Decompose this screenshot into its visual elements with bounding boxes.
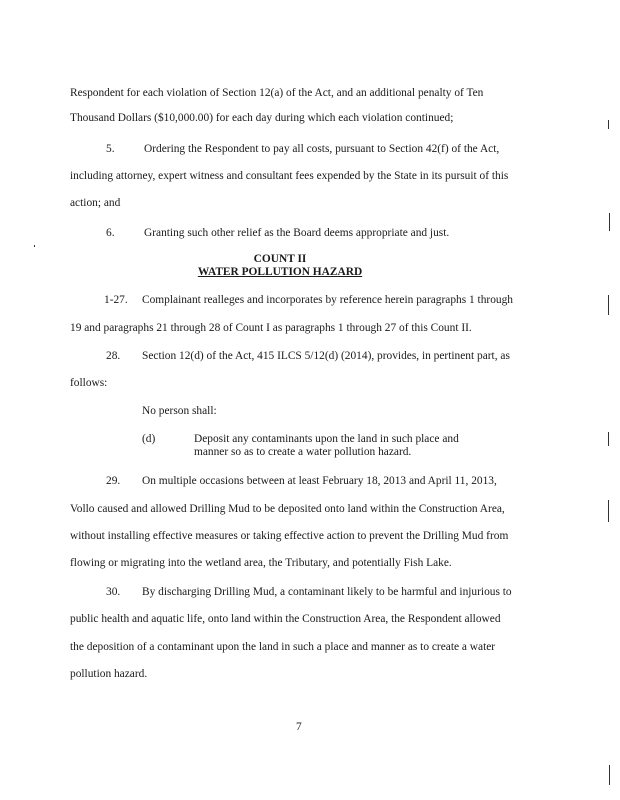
body-line: pollution hazard. — [70, 668, 148, 680]
body-line: Thousand Dollars ($10,000.00) for each day during which each violation continued; — [70, 112, 454, 124]
body-line: including attorney, expert witness and consultant fees expended by the State in its pursuit of this — [70, 170, 509, 182]
body-line: Granting such other relief as the Board deems appropriate and just. — [144, 227, 450, 239]
scan-mark — [609, 213, 610, 231]
scan-mark — [608, 500, 609, 522]
body-line: Vollo caused and allowed Drilling Mud to be deposited onto land within the Construction Area, — [70, 503, 505, 515]
body-line: By discharging Drilling Mud, a contaminant likely to be harmful and injurious to — [142, 586, 512, 598]
paragraph-number: 29. — [106, 475, 121, 487]
count-title: WATER POLLUTION HAZARD — [197, 266, 363, 278]
body-line: Respondent for each violation of Section 12(a) of the Act, and an additional penalty of Ten — [70, 87, 484, 99]
scan-mark — [608, 432, 609, 446]
quoted-text: manner so as to create a water pollution hazard. — [194, 446, 412, 458]
body-line: Complainant realleges and incorporates by reference herein paragraphs 1 through — [142, 294, 513, 306]
paragraph-number: 1-27. — [104, 294, 128, 306]
body-line: 19 and paragraphs 21 through 28 of Count I as paragraphs 1 through 27 of this Count II. — [70, 322, 472, 334]
quoted-text: Deposit any contaminants upon the land in such place and — [194, 433, 459, 445]
body-line: public health and aquatic life, onto land within the Construction Area, the Respondent allowed — [70, 613, 501, 625]
scan-mark — [609, 765, 610, 785]
paragraph-number: 30. — [106, 586, 121, 598]
body-line: without installing effective measures or taking effective action to prevent the Drilling Mud from — [70, 530, 509, 542]
paragraph-number: 28. — [106, 350, 121, 362]
body-line: follows: — [70, 377, 108, 389]
body-line: action; and — [70, 197, 121, 209]
body-line: Section 12(d) of the Act, 415 ILCS 5/12(d) (2014), provides, in pertinent part, as — [142, 350, 510, 362]
quoted-text: No person shall: — [142, 405, 217, 417]
body-line: Ordering the Respondent to pay all costs, pursuant to Section 42(f) of the Act, — [144, 143, 500, 155]
body-line: flowing or migrating into the wetland area, the Tributary, and potentially Fish Lake. — [70, 557, 452, 569]
paragraph-number: 5. — [106, 143, 115, 155]
body-line: the deposition of a contaminant upon the land in such a place and manner as to create a water — [70, 641, 496, 653]
body-line: On multiple occasions between at least February 18, 2013 and April 11, 2013, — [142, 475, 497, 487]
scan-mark — [608, 120, 609, 129]
quoted-subsection-label: (d) — [142, 433, 156, 445]
scan-mark — [608, 295, 609, 315]
count-heading: COUNT II — [253, 253, 307, 265]
scan-mark — [34, 245, 35, 247]
paragraph-number: 6. — [106, 227, 115, 239]
page-number: 7 — [296, 721, 302, 733]
